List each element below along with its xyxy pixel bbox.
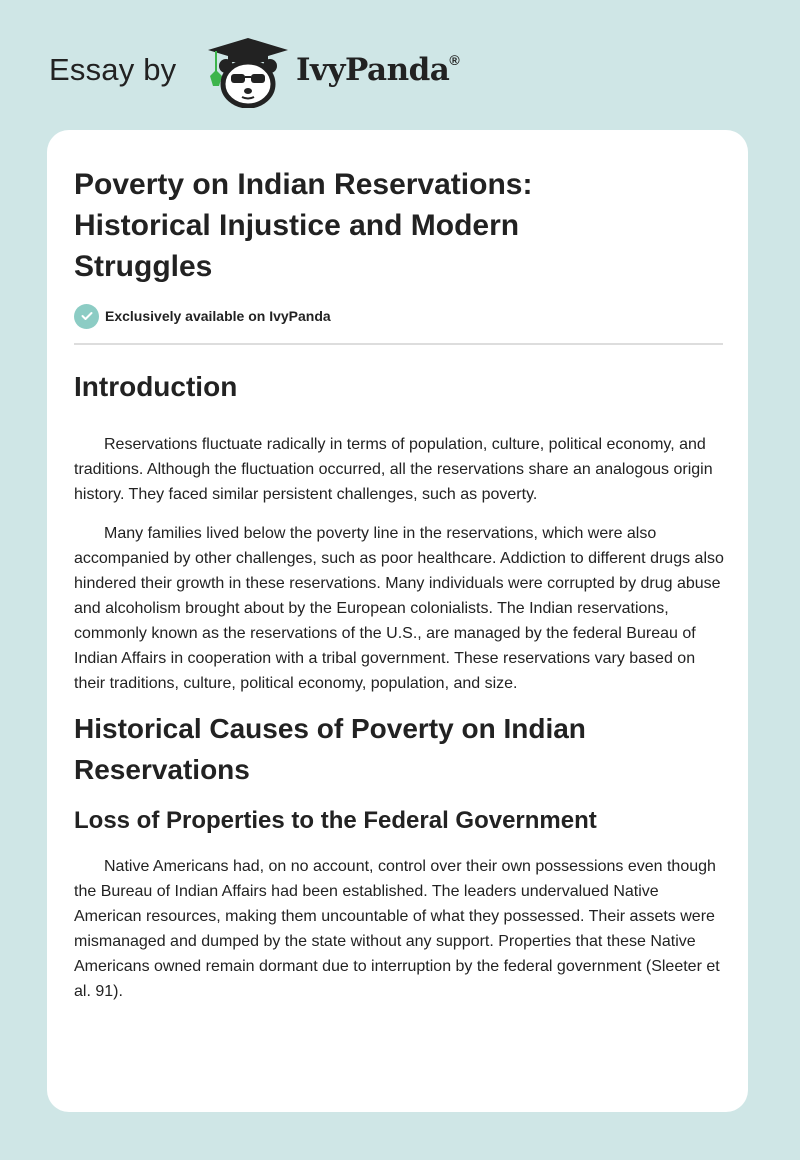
- site-header: [0, 0, 800, 130]
- essay-title: Poverty on Indian Reservations: Historical Injustice and Modern Struggles: [74, 168, 533, 283]
- essay-content: [74, 164, 724, 1004]
- brand-name[interactable]: IvyPanda®: [296, 51, 460, 88]
- subsection-heading-loss-of-properties: Loss of Properties to the Federal Government: [74, 807, 597, 834]
- divider: [74, 343, 723, 345]
- essay-by-label: Essay by: [49, 52, 177, 87]
- paragraph: Reservations fluctuate radically in terms of population, culture, political economy, and traditions. Although the fluctuation occurred, all the reservations share an analogous origin history. They faced similar persistent challenges, such as poverty.: [74, 436, 713, 503]
- exclusive-label: Exclusively available on IvyPanda: [105, 308, 331, 324]
- section-heading-historical-causes: Historical Causes of Poverty on Indian Reservations: [74, 713, 586, 785]
- panda-graduation-cap-icon[interactable]: [202, 36, 294, 108]
- check-circle-icon: [74, 304, 99, 329]
- section-heading-introduction: Introduction: [74, 371, 238, 402]
- registered-mark: ®: [449, 51, 460, 68]
- paragraph: Many families lived below the poverty line in the reservations, which were also accompanied by other challenges, such as poor healthcare. Addiction to different drugs also hindered their growth in these reservations. Many individuals were corrupted by drug abuse and alcoholism brought about by the European colonialists. The Indian reservations, commonly known as the reservations of the U.S., are managed by the federal Bureau of Indian Affairs in cooperation with a tribal government. These reservations vary based on their traditions, culture, political economy, population, and size.: [74, 525, 724, 692]
- exclusive-badge: [74, 303, 724, 329]
- essay-card: [47, 130, 748, 1112]
- paragraph: Native Americans had, on no account, control over their own possessions even though the Bureau of Indian Affairs had been established. The leaders undervalued Native American resources, making them uncountable of what they possessed. Their assets were mismanaged and dumped by the state without any support. Properties that these Native Americans owned remain dormant due to interruption by the federal government (Sleeter et al. 91).: [74, 858, 720, 1000]
